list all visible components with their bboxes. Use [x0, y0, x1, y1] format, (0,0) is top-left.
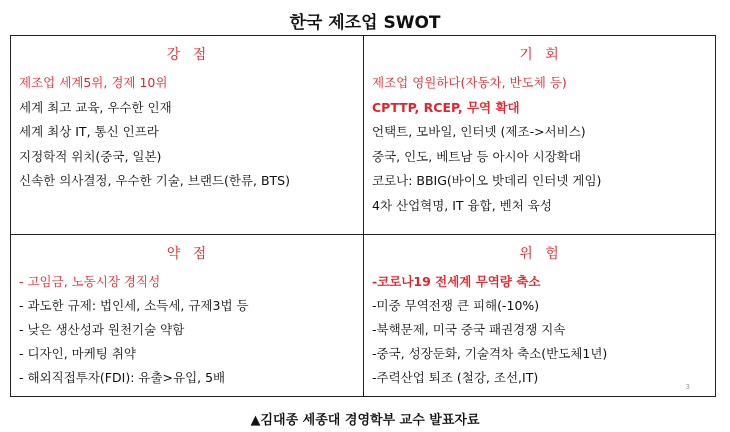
weakness-item: - 과도한 규제: 법인세, 소득세, 규제3법 등 — [19, 298, 249, 313]
threat-item: -중국, 성장둔화, 기술격차 축소(반도체1년) — [372, 346, 608, 361]
weakness-item: - 디자인, 마케팅 취약 — [19, 346, 137, 361]
opportunity-item: 4차 산업혁명, IT 융합, 벤처 육성 — [372, 197, 552, 213]
weakness-item: - 고임금, 노동시장 경직성 — [19, 274, 161, 289]
threats-heading: 위 험 — [519, 246, 560, 262]
weakness-item: - 낮은 생산성과 원천기술 약함 — [19, 322, 185, 337]
swot-grid — [10, 35, 716, 397]
weakness-item: - 해외직접투자(FDI): 유출>유입, 5배 — [19, 370, 226, 385]
threats-quadrant — [364, 235, 715, 396]
strengths-quadrant — [11, 36, 364, 235]
opportunity-item: 코로나: BBIG(바이오 밧데리 인터넷 게임) — [372, 173, 602, 188]
strength-item: 세계 최고 교육, 우수한 인재 — [19, 99, 172, 115]
page-number: 3 — [685, 383, 690, 391]
opportunities-quadrant — [364, 36, 715, 235]
threat-item: -주력산업 퇴조 (철강, 조선,IT) — [372, 370, 539, 385]
page-title: 한국 제조업 SWOT — [289, 13, 441, 33]
weaknesses-quadrant — [11, 235, 364, 396]
opportunities-heading: 기 회 — [519, 47, 560, 63]
threat-item: -코로나19 전세계 무역량 축소 — [372, 274, 541, 289]
threat-item: -미중 무역전쟁 큰 피해(-10%) — [372, 298, 540, 313]
strength-item: 지정학적 위치(중국, 일본) — [19, 148, 162, 164]
weaknesses-heading: 약 점 — [166, 246, 208, 262]
opportunity-item: CPTTP, RCEP, 무역 확대 — [372, 99, 520, 115]
strengths-heading: 강 점 — [166, 47, 208, 63]
opportunity-item: 언택트, 모바일, 인터넷 (제조->서비스) — [372, 124, 586, 139]
opportunity-item: 제조업 영원하다(자동차, 반도체 등) — [372, 75, 567, 90]
threat-item: -북핵문제, 미국 중국 패권경쟁 지속 — [372, 322, 566, 337]
opportunity-item: 중국, 인도, 베트남 등 아시아 시장확대 — [372, 148, 581, 164]
strength-item: 신속한 의사결정, 우수한 기술, 브랜드(한류, BTS) — [19, 173, 290, 188]
source-caption: ▲김대종 세종대 경영학부 교수 발표자료 — [250, 413, 480, 428]
strength-item: 제조업 세계5위, 경제 10위 — [19, 75, 168, 90]
strength-item: 세계 최상 IT, 통신 인프라 — [19, 124, 159, 139]
